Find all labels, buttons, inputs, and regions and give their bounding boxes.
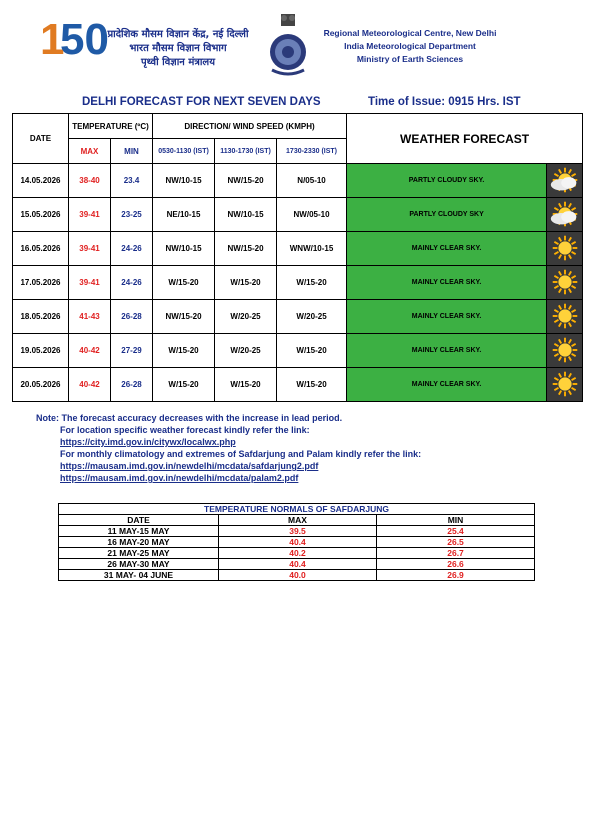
normals-date: 26 MAY-30 MAY — [59, 559, 219, 570]
cell-max: 38-40 — [69, 164, 111, 198]
cell-wind-3: W/15-20 — [277, 266, 347, 300]
header-slot-1: 0530-1130 (IST) — [153, 139, 215, 164]
cell-wind-2: W/15-20 — [215, 368, 277, 402]
header-wind: DIRECTION/ WIND SPEED (KMPH) — [153, 114, 347, 139]
normals-row — [59, 526, 535, 537]
cell-wind-1: W/15-20 — [153, 266, 215, 300]
normals-date: 31 MAY- 04 JUNE — [59, 570, 219, 581]
cell-date: 20.05.2026 — [13, 368, 69, 402]
normals-min: 26.6 — [377, 559, 535, 570]
page-title: DELHI FORECAST FOR NEXT SEVEN DAYS — [82, 96, 321, 108]
cell-wind-2: W/20-25 — [215, 334, 277, 368]
cell-forecast: MAINLY CLEAR SKY. — [347, 232, 547, 266]
normals-min: 26.5 — [377, 537, 535, 548]
normals-table — [58, 503, 535, 581]
cell-wind-1: W/15-20 — [153, 368, 215, 402]
header-min: MIN — [111, 139, 153, 164]
cell-min: 24-26 — [111, 232, 153, 266]
cell-max: 41-43 — [69, 300, 111, 334]
cell-forecast: MAINLY CLEAR SKY. — [347, 368, 547, 402]
normals-min: 26.9 — [377, 570, 535, 581]
cell-max: 39-41 — [69, 232, 111, 266]
cell-date: 14.05.2026 — [13, 164, 69, 198]
note-line-climatology: For monthly climatology and extremes of Safdarjung and Palam kindly refer the link: — [60, 449, 422, 459]
cell-wind-3: N/05-10 — [277, 164, 347, 198]
header-max: MAX — [69, 139, 111, 164]
cell-wind-3: NW/05-10 — [277, 198, 347, 232]
cell-max: 39-41 — [69, 198, 111, 232]
normals-max: 40.4 — [219, 537, 377, 548]
link-safdarjung-pdf[interactable]: https://mausam.imd.gov.in/newdelhi/mcdata/safdarjung2.pdf — [60, 461, 319, 471]
partly-cloudy-icon — [547, 164, 583, 198]
cell-date: 16.05.2026 — [13, 232, 69, 266]
header-slot-3: 1730-2330 (IST) — [277, 139, 347, 164]
normals-header-date: DATE — [59, 515, 219, 526]
cell-forecast: PARTLY CLOUDY SKY — [347, 198, 547, 232]
table-row — [13, 266, 583, 300]
normals-date: 16 MAY-20 MAY — [59, 537, 219, 548]
cell-min: 24-26 — [111, 266, 153, 300]
table-row — [13, 164, 583, 198]
link-localwx[interactable]: https://city.imd.gov.in/citywx/localwx.php — [60, 437, 236, 447]
cell-forecast: MAINLY CLEAR SKY. — [347, 334, 547, 368]
hindi-line-3: पृथ्वी विज्ञान मंत्रालय — [140, 57, 216, 68]
normals-caption: TEMPERATURE NORMALS OF SAFDARJUNG — [59, 504, 535, 515]
cell-forecast: PARTLY CLOUDY SKY. — [347, 164, 547, 198]
cell-wind-1: NE/10-15 — [153, 198, 215, 232]
cell-min: 26-28 — [111, 300, 153, 334]
cell-wind-1: NW/15-20 — [153, 300, 215, 334]
cell-wind-3: WNW/10-15 — [277, 232, 347, 266]
cell-min: 27-29 — [111, 334, 153, 368]
cell-wind-2: W/15-20 — [215, 266, 277, 300]
cell-max: 39-41 — [69, 266, 111, 300]
normals-max: 39.5 — [219, 526, 377, 537]
cell-wind-1: W/15-20 — [153, 334, 215, 368]
table-row — [13, 300, 583, 334]
imd-150-logo — [40, 15, 109, 68]
hindi-line-1: प्रादेशिक मौसम विज्ञान केंद्र, नई दिल्ली — [107, 29, 249, 40]
header-temperature: TEMPERATURE (ºC) — [69, 114, 153, 139]
cell-date: 19.05.2026 — [13, 334, 69, 368]
note-line-location: For location specific weather forecast kindly refer the link: — [60, 425, 310, 435]
normals-header-min: MIN — [377, 515, 535, 526]
cell-max: 40-42 — [69, 334, 111, 368]
logo-digits-fifty: 50 — [60, 15, 109, 64]
header-slot-2: 1130-1730 (IST) — [215, 139, 277, 164]
normals-row — [59, 548, 535, 559]
normals-date: 21 MAY-25 MAY — [59, 548, 219, 559]
cell-wind-3: W/15-20 — [277, 334, 347, 368]
sun-icon — [547, 232, 583, 266]
partly-cloudy-icon — [547, 198, 583, 232]
cell-min: 26-28 — [111, 368, 153, 402]
cell-min: 23.4 — [111, 164, 153, 198]
cell-wind-1: NW/10-15 — [153, 164, 215, 198]
table-row — [13, 232, 583, 266]
table-row — [13, 368, 583, 402]
cell-max: 40-42 — [69, 368, 111, 402]
english-line-1: Regional Meteorological Centre, New Delhi — [323, 28, 497, 38]
sun-icon — [547, 368, 583, 402]
normals-row — [59, 570, 535, 581]
header-weather-forecast: WEATHER FORECAST — [347, 114, 583, 164]
cell-min: 23-25 — [111, 198, 153, 232]
cell-wind-2: W/20-25 — [215, 300, 277, 334]
normals-min: 26.7 — [377, 548, 535, 559]
note-section — [36, 412, 421, 484]
cell-forecast: MAINLY CLEAR SKY. — [347, 266, 547, 300]
table-row — [13, 198, 583, 232]
english-line-2: India Meteorological Department — [344, 41, 476, 51]
hindi-line-2: भारत मौसम विज्ञान विभाग — [129, 43, 227, 54]
cell-forecast: MAINLY CLEAR SKY. — [347, 300, 547, 334]
sun-icon — [547, 300, 583, 334]
cell-date: 17.05.2026 — [13, 266, 69, 300]
note-text: The forecast accuracy decreases with the increase in lead period. — [61, 413, 343, 423]
normals-max: 40.0 — [219, 570, 377, 581]
table-row — [13, 334, 583, 368]
normals-max: 40.2 — [219, 548, 377, 559]
cell-wind-1: NW/10-15 — [153, 232, 215, 266]
logo-digit-one: 1 — [40, 15, 65, 64]
cell-wind-3: W/15-20 — [277, 368, 347, 402]
normals-date: 11 MAY-15 MAY — [59, 526, 219, 537]
sun-icon — [547, 266, 583, 300]
cell-date: 15.05.2026 — [13, 198, 69, 232]
cell-wind-3: W/20-25 — [277, 300, 347, 334]
header-date: DATE — [13, 114, 69, 164]
cell-wind-2: NW/15-20 — [215, 164, 277, 198]
forecast-table — [12, 113, 583, 402]
sun-icon — [547, 334, 583, 368]
normals-min: 25.4 — [377, 526, 535, 537]
normals-row — [59, 559, 535, 570]
issue-time: Time of Issue: 0915 Hrs. IST — [368, 96, 521, 108]
normals-max: 40.4 — [219, 559, 377, 570]
normals-row — [59, 537, 535, 548]
note-label: Note: — [36, 413, 59, 423]
english-line-3: Ministry of Earth Sciences — [356, 54, 464, 64]
cell-wind-2: NW/10-15 — [215, 198, 277, 232]
cell-wind-2: NW/15-20 — [215, 232, 277, 266]
link-palam-pdf[interactable]: https://mausam.imd.gov.in/newdelhi/mcdata/palam2.pdf — [60, 473, 299, 483]
normals-header-max: MAX — [219, 515, 377, 526]
cell-date: 18.05.2026 — [13, 300, 69, 334]
